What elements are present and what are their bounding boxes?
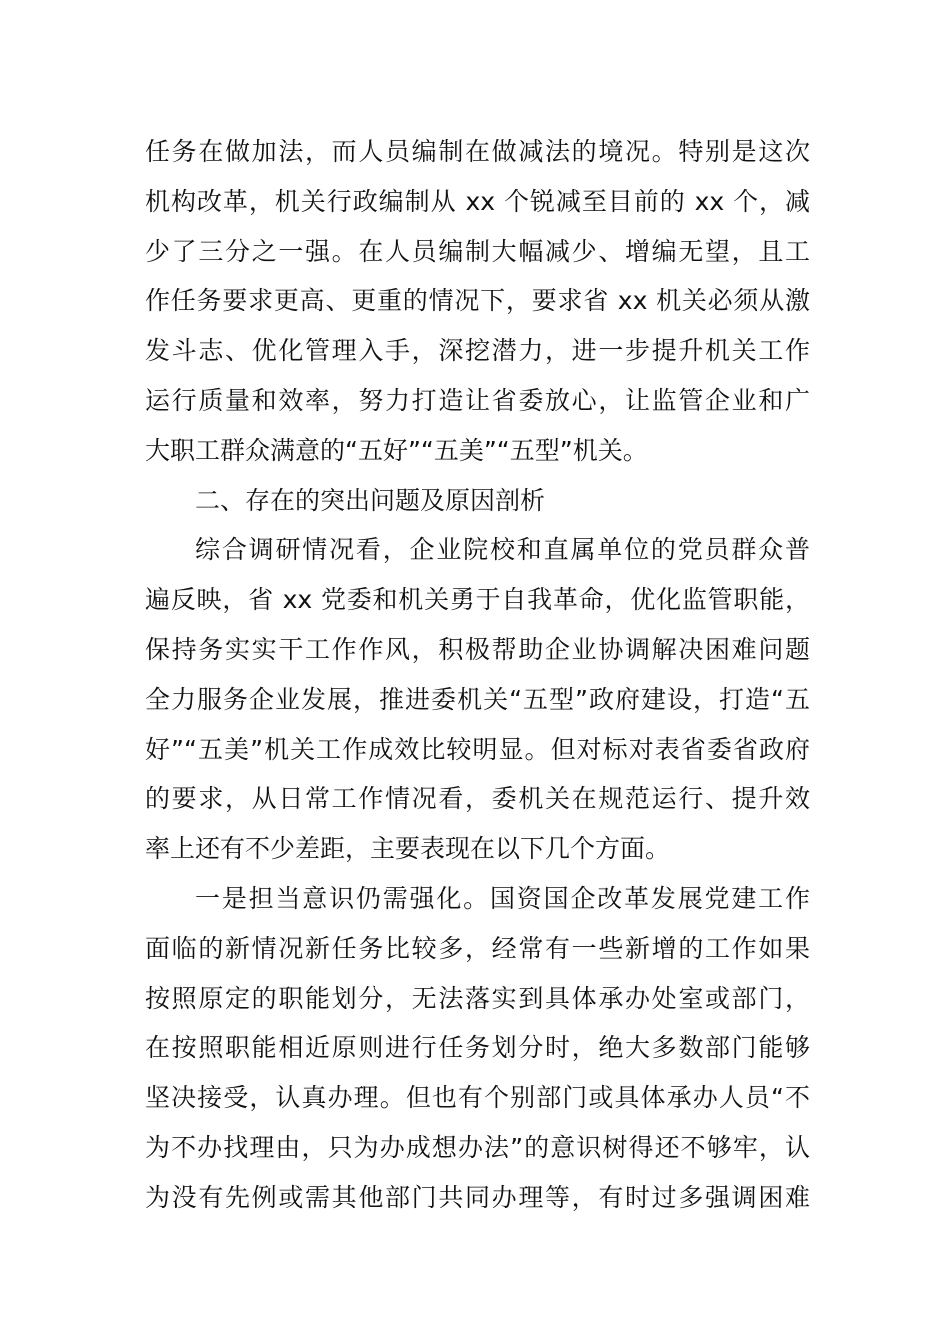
body-line: 保持务实实干工作作风，积极帮助企业协调解决困难问题 <box>145 634 810 664</box>
body-line: 机构改革，机关行政编制从 xx 个锐减至目前的 xx 个，减 <box>145 186 811 216</box>
body-line: 一是担当意识仍需强化。国资国企改革发展党建工作 <box>195 883 810 913</box>
body-line: 在按照职能相近原则进行任务划分时，绝大多数部门能够 <box>145 1033 810 1063</box>
body-line: 任务在做加法，而人员编制在做减法的境况。特别是这次 <box>145 137 810 166</box>
body-line: 运行质量和效率，努力打造让省委放心，让监管企业和广 <box>145 385 810 415</box>
body-line: 全力服务企业发展，推进委机关“五型”政府建设，打造“五 <box>145 684 810 714</box>
body-line: 少了三分之一强。在人员编制大幅减少、增编无望，且工 <box>145 236 810 266</box>
body-line: 大职工群众满意的“五好”“五美”“五型”机关。 <box>145 435 648 465</box>
body-line: 的要求，从日常工作情况看，委机关在规范运行、提升效 <box>145 784 810 814</box>
body-line: 为没有先例或需其他部门共同办理等，有时过多强调困难 <box>145 1182 810 1212</box>
section-heading: 二、存在的突出问题及原因剖析 <box>195 485 546 515</box>
document-body <box>145 127 810 1223</box>
body-line: 发斗志、优化管理入手，深挖潜力，进一步提升机关工作 <box>145 336 810 366</box>
body-line: 率上还有不少差距，主要表现在以下几个方面。 <box>145 834 671 864</box>
body-line: 综合调研情况看，企业院校和直属单位的党员群众普 <box>195 535 810 565</box>
body-line: 好”“五美”机关工作成效比较明显。但对标对表省委省政府 <box>145 734 810 764</box>
body-line: 坚决接受，认真办理。但也有个别部门或具体承办人员“不 <box>145 1083 810 1113</box>
body-line: 遍反映，省 xx 党委和机关勇于自我革命，优化监管职能， <box>145 585 810 615</box>
body-line: 按照原定的职能划分，无法落实到具体承办处室或部门， <box>145 983 810 1013</box>
body-line: 作任务要求更高、更重的情况下，要求省 xx 机关必须从激 <box>145 286 810 316</box>
body-line: 为不办找理由，只为办成想办法”的意识树得还不够牢，认 <box>145 1132 810 1162</box>
body-line: 面临的新情况新任务比较多，经常有一些新增的工作如果 <box>145 933 810 963</box>
